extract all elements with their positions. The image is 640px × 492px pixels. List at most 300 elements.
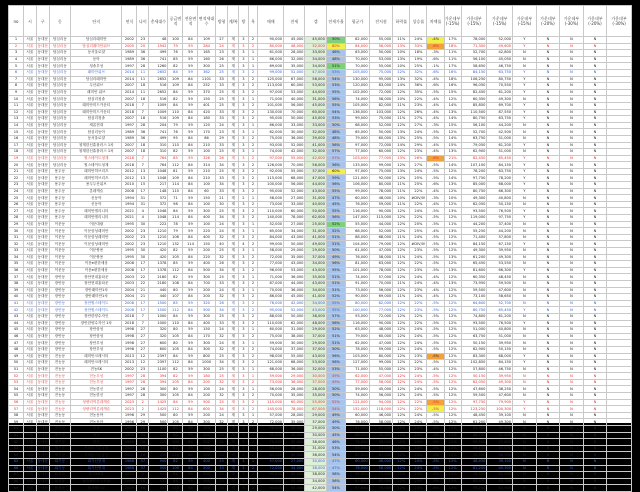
cell-gap[interactable]: 29,000 [305, 412, 326, 419]
cell-jeonse[interactable]: 70,000 [284, 109, 305, 116]
cell-gap[interactable]: 50,000 [305, 208, 326, 215]
cell-empty[interactable] [607, 373, 632, 380]
cell-v3[interactable]: 45,050 [487, 445, 513, 452]
cell-jeonse[interactable]: 45,000 [284, 452, 305, 459]
cell-v4[interactable]: N [513, 122, 537, 129]
cell-fall[interactable]: 13% [393, 155, 410, 162]
cell-bath[interactable]: 1 [248, 63, 258, 70]
cell-sup[interactable]: 84 [168, 472, 183, 479]
cell-ratio[interactable]: 56% [326, 478, 345, 485]
cell-stair[interactable]: 계 [228, 201, 239, 208]
cell-gu[interactable]: 동대문 [37, 274, 48, 279]
cell-sup[interactable]: 82 [168, 366, 183, 373]
cell-dong[interactable]: 용두동 [49, 182, 70, 189]
cell-gap[interactable]: 44,000 [305, 182, 326, 189]
cell-exc[interactable]: 59 [183, 478, 198, 485]
cell-rise[interactable]: 24% [410, 439, 427, 446]
cell-year[interactable]: 2012 [122, 168, 137, 175]
cell-age[interactable]: 29 [137, 412, 149, 419]
cell-rise[interactable]: 23% [410, 452, 427, 459]
cell-diff[interactable]: -5% [427, 373, 444, 380]
cell-gu[interactable]: 동대문 [37, 380, 48, 385]
cell-name[interactable]: 전농우성 [71, 373, 122, 380]
cell-unit2[interactable]: 300 [198, 366, 215, 373]
cell-v2[interactable]: 51,000 [461, 327, 487, 334]
cell-units[interactable]: 320 [149, 327, 168, 334]
cell-type[interactable]: 21 [215, 195, 228, 202]
cell-rise[interactable]: 23% [410, 267, 427, 274]
cell-v6[interactable]: N [560, 485, 584, 492]
cell-stair[interactable]: 계 [228, 419, 239, 426]
cell-room[interactable]: 3 [239, 188, 249, 195]
cell-room[interactable]: 3 [239, 294, 249, 301]
cell-v7[interactable]: N [583, 320, 607, 327]
cell-year[interactable]: 1995 [122, 221, 137, 228]
cell-year[interactable]: 1986 [122, 432, 137, 439]
cell-ratio[interactable]: 51% [326, 241, 345, 248]
cell-exc[interactable]: 59 [183, 399, 198, 406]
cell-v7[interactable]: N [583, 267, 607, 274]
cell-exc[interactable]: 84 [183, 37, 198, 44]
cell-si[interactable]: 서울 [23, 399, 36, 406]
cell-stair[interactable]: 계 [228, 188, 239, 195]
cell-v3[interactable]: 66,300 [487, 267, 513, 274]
cell-name[interactable]: 한신 [71, 432, 122, 439]
cell-empty[interactable] [607, 248, 632, 255]
cell-year[interactable]: 2002 [122, 234, 137, 241]
cell-dong[interactable]: 답십리동 [49, 149, 70, 156]
cell-avg[interactable]: 93,000 [346, 313, 370, 320]
cell-name[interactable]: 답십리래미안 [71, 76, 122, 83]
cell-gap[interactable]: 38,000 [305, 452, 326, 459]
cell-gap[interactable]: 31,000 [305, 195, 326, 202]
cell-v2[interactable]: 56,100 [461, 122, 487, 129]
cell-name[interactable]: 장안삼성 [71, 333, 122, 340]
cell-v2[interactable]: 80,750 [461, 116, 487, 123]
cell-v3[interactable]: 56,950 [487, 452, 513, 459]
cell-ratio[interactable]: 50% [326, 426, 345, 433]
cell-empty[interactable] [607, 69, 632, 76]
cell-sale[interactable]: 92,000 [258, 485, 284, 492]
cell-si[interactable]: 서울 [23, 393, 36, 400]
cell-exc[interactable]: 59 [183, 122, 198, 129]
cell-v6[interactable]: N [560, 201, 584, 208]
cell-v3[interactable]: 39,100 [487, 412, 513, 419]
cell-dong[interactable]: 용두동 [49, 175, 70, 182]
cell-fall[interactable]: 12% [393, 274, 410, 281]
cell-age[interactable]: 28 [137, 386, 149, 393]
cell-room[interactable]: 3 [239, 96, 249, 103]
cell-v3[interactable]: 46,750 [487, 366, 513, 373]
cell-v4[interactable]: N [513, 201, 537, 208]
cell-v3[interactable]: 51,000 [487, 135, 513, 142]
cell-year[interactable]: 1997 [122, 63, 137, 70]
column-header[interactable]: 단지 [71, 6, 122, 37]
cell-v6[interactable]: N [560, 248, 584, 255]
cell-units[interactable]: 1500 [149, 307, 168, 314]
cell-units[interactable]: 2397 [149, 360, 168, 367]
cell-diff[interactable]: -5% [427, 221, 444, 228]
cell-v1[interactable]: 13% [444, 149, 461, 156]
cell-gap[interactable]: 32,000 [305, 129, 326, 136]
cell-rise[interactable]: 33% [410, 43, 427, 50]
cell-avg[interactable]: 88,000 [346, 234, 370, 241]
cell-si[interactable]: 서울 [23, 56, 36, 63]
cell-jeonse[interactable]: 50,000 [284, 313, 305, 320]
cell-v2[interactable]: 48,450 [461, 459, 487, 466]
cell-rise[interactable]: 25% [410, 135, 427, 142]
cell-avg[interactable]: 78,000 [346, 346, 370, 353]
cell-unit2[interactable]: 252 [198, 83, 215, 90]
cell-ratio[interactable]: 55% [326, 188, 345, 195]
cell-unit2[interactable]: 500 [198, 465, 215, 472]
cell-rise[interactable]: 25% [410, 175, 427, 182]
cell-age[interactable]: 31 [137, 201, 149, 208]
cell-name[interactable]: 이문쌍용 [71, 248, 122, 255]
cell-dong[interactable]: 휘경동 [49, 485, 70, 492]
cell-rise[interactable]: 23% [410, 366, 427, 373]
cell-units[interactable]: 764 [149, 162, 168, 169]
cell-rise[interactable]: 23% [410, 472, 427, 479]
cell-rise[interactable]: 24% [410, 379, 427, 386]
cell-sale[interactable]: 74,000 [258, 149, 284, 156]
cell-type[interactable]: 34 [215, 307, 228, 314]
cell-v6[interactable]: N [560, 379, 584, 386]
cell-room[interactable]: 3 [239, 122, 249, 129]
cell-v3[interactable]: 50,150 [487, 201, 513, 208]
cell-low[interactable]: 59,000 [369, 201, 393, 208]
cell-gap[interactable]: 37,000 [305, 333, 326, 340]
cell-ratio[interactable]: 45% [326, 432, 345, 439]
cell-jeonse[interactable]: 28,000 [284, 386, 305, 393]
cell-ratio[interactable]: 51% [326, 63, 345, 70]
cell-ratio[interactable]: 51% [326, 340, 345, 347]
cell-v3[interactable]: 76,500 [487, 208, 513, 215]
cell-exc[interactable]: 59 [183, 102, 198, 109]
cell-rise[interactable]: 19% [410, 56, 427, 63]
cell-empty[interactable] [607, 241, 632, 248]
cell-room[interactable]: 3 [239, 379, 249, 386]
cell-name[interactable]: 장안현대홈타운 [71, 280, 122, 287]
cell-sup[interactable]: 98 [168, 201, 183, 208]
cell-name[interactable]: 래미안엘리니티 [71, 215, 122, 222]
cell-units[interactable]: 204 [149, 122, 168, 129]
cell-no[interactable]: 13 [9, 116, 24, 123]
cell-v5[interactable]: N [536, 37, 560, 44]
cell-gap[interactable]: 45,000 [305, 37, 326, 44]
cell-fall[interactable]: 12% [393, 346, 410, 353]
cell-unit2[interactable]: 150 [198, 327, 215, 334]
cell-gap[interactable]: 29,000 [305, 248, 326, 255]
cell-low[interactable]: 52,000 [369, 228, 393, 235]
cell-rise[interactable]: 32% [410, 69, 427, 76]
cell-bath[interactable]: 2 [248, 439, 258, 446]
cell-room[interactable]: 3 [239, 393, 249, 400]
cell-si[interactable]: 서울 [23, 472, 36, 479]
cell-exc[interactable]: 59 [183, 459, 198, 466]
cell-v7[interactable]: N [583, 221, 607, 228]
cell-stair[interactable]: 계 [228, 346, 239, 353]
cell-empty[interactable] [607, 406, 632, 413]
cell-rise[interactable]: 22% [410, 406, 427, 413]
cell-exc[interactable]: 59 [183, 340, 198, 347]
cell-type[interactable]: 25 [215, 459, 228, 466]
cell-sale[interactable]: 98,000 [258, 353, 284, 360]
cell-diff[interactable]: -4% [427, 287, 444, 294]
cell-exc[interactable]: 84 [183, 439, 198, 446]
cell-stair[interactable]: 계 [228, 294, 239, 301]
cell-avg[interactable]: 74,000 [346, 393, 370, 400]
cell-no[interactable]: 39 [9, 287, 24, 294]
cell-sale[interactable]: 95,000 [258, 188, 284, 195]
cell-v5[interactable]: N [536, 89, 560, 96]
cell-bath[interactable]: 2 [248, 175, 258, 182]
cell-ratio[interactable]: 53% [326, 69, 345, 76]
cell-unit2[interactable]: 150 [198, 241, 215, 248]
cell-fall[interactable]: 12% [393, 300, 410, 307]
cell-gu[interactable]: 동대문 [37, 386, 48, 391]
cell-v4[interactable]: N [513, 50, 537, 57]
cell-name[interactable]: 답십리동아 [71, 129, 122, 136]
cell-rise[interactable]: 24% [410, 393, 427, 400]
cell-year[interactable]: 2018 [122, 109, 137, 116]
cell-rise[interactable]: 24% [410, 419, 427, 426]
cell-unit2[interactable]: 370 [198, 89, 215, 96]
cell-ratio[interactable]: 48% [326, 56, 345, 63]
cell-v4[interactable]: N [513, 300, 537, 307]
cell-dong[interactable]: 장안동 [49, 320, 70, 327]
cell-rise[interactable]: 32% [410, 76, 427, 83]
cell-gu[interactable]: 동대문 [37, 37, 48, 42]
cell-type[interactable]: 24 [215, 386, 228, 393]
cell-avg[interactable]: 60,000 [346, 195, 370, 202]
cell-ratio[interactable]: 56% [326, 142, 345, 149]
cell-type[interactable]: 25 [215, 445, 228, 452]
cell-ratio[interactable]: 57% [326, 149, 345, 156]
cell-rise[interactable]: 18% [410, 50, 427, 57]
column-header[interactable]: 가운데부(-20%) [583, 6, 607, 37]
cell-v3[interactable]: 70,550 [487, 83, 513, 90]
cell-v2[interactable]: 78,000 [461, 37, 487, 44]
cell-v4[interactable]: N [513, 129, 537, 136]
cell-empty[interactable] [607, 294, 632, 301]
cell-gu[interactable]: 동대문 [37, 307, 48, 312]
cell-fall[interactable]: 12% [393, 399, 410, 406]
cell-age[interactable]: 22 [137, 274, 149, 281]
cell-ratio[interactable]: 59% [326, 175, 345, 182]
cell-gu[interactable]: 동대문 [37, 472, 48, 477]
cell-v1[interactable]: 12% [444, 201, 461, 208]
cell-no[interactable]: 25 [9, 195, 24, 202]
cell-sup[interactable]: 78 [168, 221, 183, 228]
cell-gap[interactable]: 58,000 [305, 76, 326, 83]
cell-v7[interactable]: N [583, 96, 607, 103]
cell-si[interactable]: 서울 [23, 155, 36, 162]
cell-stair[interactable]: 계 [228, 69, 239, 76]
cell-rise[interactable]: 23% [410, 353, 427, 360]
cell-fall[interactable]: 12% [393, 465, 410, 472]
cell-low[interactable]: 56,000 [369, 439, 393, 446]
cell-exc[interactable]: 84 [183, 280, 198, 287]
cell-units[interactable]: 500 [149, 412, 168, 419]
cell-v3[interactable]: 52,700 [487, 478, 513, 485]
cell-dong[interactable]: 장안동 [49, 274, 70, 281]
cell-v3[interactable]: 53,550 [487, 261, 513, 268]
cell-empty[interactable] [607, 102, 632, 109]
cell-name[interactable]: 래미안허브리츠 [71, 168, 122, 175]
cell-rise[interactable]: 27% [410, 122, 427, 129]
cell-dong[interactable]: 이문동 [49, 261, 70, 268]
cell-v1[interactable]: 15% [444, 89, 461, 96]
cell-sup[interactable]: 76 [168, 50, 183, 57]
cell-no[interactable]: 3 [9, 50, 24, 57]
cell-ratio[interactable]: 54% [326, 109, 345, 116]
cell-room[interactable]: 3 [239, 373, 249, 380]
cell-gu[interactable]: 동대문 [37, 340, 48, 345]
cell-sale[interactable]: 83,000 [258, 452, 284, 459]
cell-ratio[interactable]: 58% [326, 472, 345, 479]
cell-type[interactable]: 25 [215, 366, 228, 373]
cell-v7[interactable]: N [583, 175, 607, 182]
cell-v1[interactable]: 12% [444, 366, 461, 373]
cell-ratio[interactable]: 53% [326, 445, 345, 452]
cell-v5[interactable]: N [536, 168, 560, 175]
cell-v6[interactable]: N [560, 419, 584, 426]
cell-v2[interactable]: 62,050 [461, 379, 487, 386]
cell-no[interactable]: 4 [9, 56, 24, 63]
cell-rise[interactable]: 26% [410, 155, 427, 162]
cell-bath[interactable]: 1 [248, 274, 258, 281]
cell-empty[interactable] [607, 346, 632, 353]
cell-v6[interactable]: N [560, 386, 584, 393]
cell-avg[interactable]: 79,000 [346, 135, 370, 142]
cell-units[interactable]: 1048 [149, 215, 168, 222]
cell-v2[interactable]: 78,200 [461, 485, 487, 492]
cell-year[interactable]: 1998 [122, 340, 137, 347]
cell-dong[interactable]: 이문동 [49, 267, 70, 274]
cell-avg[interactable]: 73,000 [346, 287, 370, 294]
cell-v6[interactable]: N [560, 294, 584, 301]
cell-diff[interactable]: -6% [427, 43, 444, 50]
cell-empty[interactable] [607, 485, 632, 492]
cell-v6[interactable]: N [560, 56, 584, 63]
cell-stair[interactable]: 계 [228, 162, 239, 169]
cell-dong[interactable]: 전농동 [49, 373, 70, 380]
cell-sup[interactable]: 110 [168, 452, 183, 459]
cell-v2[interactable]: 55,250 [461, 228, 487, 235]
cell-v6[interactable]: N [560, 69, 584, 76]
cell-type[interactable]: 24 [215, 287, 228, 294]
cell-avg[interactable]: 97,000 [346, 485, 370, 492]
cell-v6[interactable]: N [560, 353, 584, 360]
cell-sup[interactable]: 95 [168, 135, 183, 142]
cell-type[interactable]: 25 [215, 149, 228, 156]
cell-v6[interactable]: N [560, 234, 584, 241]
cell-bath[interactable]: 1 [248, 228, 258, 235]
cell-exc[interactable]: 84 [183, 109, 198, 116]
cell-diff[interactable]: -4% [427, 142, 444, 149]
cell-v5[interactable]: N [536, 201, 560, 208]
cell-units[interactable]: 1048 [149, 208, 168, 215]
cell-sup[interactable]: 109 [168, 465, 183, 472]
cell-unit2[interactable]: 400 [198, 459, 215, 466]
cell-name[interactable]: 전농한신 [71, 386, 122, 393]
cell-dong[interactable]: 용두동 [49, 201, 70, 208]
cell-ratio[interactable]: 51% [326, 280, 345, 287]
cell-type[interactable]: 25 [215, 63, 228, 70]
cell-v2[interactable]: 85,000 [461, 182, 487, 189]
cell-bath[interactable]: 2 [248, 182, 258, 189]
cell-age[interactable]: 5 [137, 472, 149, 479]
cell-fall[interactable]: 13% [393, 129, 410, 136]
cell-avg[interactable]: 76,000 [346, 201, 370, 208]
cell-units[interactable]: 217 [149, 182, 168, 189]
cell-si[interactable]: 서울 [23, 300, 36, 307]
cell-stair[interactable]: 계 [228, 248, 239, 255]
cell-v5[interactable]: N [536, 215, 560, 222]
cell-diff[interactable]: -5% [427, 241, 444, 248]
cell-sale[interactable]: 80,000 [258, 43, 284, 50]
cell-sup[interactable]: 112 [168, 307, 183, 314]
cell-stair[interactable]: 계 [228, 300, 239, 307]
cell-stair[interactable]: 계 [228, 274, 239, 281]
cell-v5[interactable]: N [536, 459, 560, 466]
cell-sale[interactable]: 70,000 [258, 393, 284, 400]
cell-units[interactable]: 1500 [149, 300, 168, 307]
column-header[interactable]: 가운데부(-15%) [513, 6, 537, 37]
cell-stair[interactable]: 계 [228, 406, 239, 413]
cell-stair[interactable]: 계 [228, 208, 239, 215]
cell-unit2[interactable]: 109 [198, 37, 215, 44]
cell-sale[interactable]: 73,000 [258, 201, 284, 208]
cell-v4[interactable]: Y [513, 162, 537, 169]
cell-type[interactable]: 34 [215, 162, 228, 169]
cell-empty[interactable] [607, 261, 632, 268]
cell-sale[interactable]: 66,000 [258, 56, 284, 63]
cell-unit2[interactable]: 200 [198, 294, 215, 301]
cell-name[interactable]: 장안한양수자인 1차 [71, 320, 122, 327]
cell-v2[interactable]: 97,750 [461, 175, 487, 182]
cell-year[interactable]: 1986 [122, 439, 137, 446]
cell-gu[interactable]: 동대문 [37, 76, 48, 81]
cell-v5[interactable]: N [536, 287, 560, 294]
cell-no[interactable]: 22 [9, 175, 24, 182]
cell-v1[interactable]: 12% [444, 379, 461, 386]
cell-ratio[interactable]: 49% [326, 419, 345, 426]
cell-v7[interactable]: N [583, 478, 607, 485]
cell-empty[interactable] [607, 478, 632, 485]
cell-sale[interactable]: 95,000 [258, 307, 284, 314]
cell-year[interactable]: 2007 [122, 83, 137, 90]
cell-stair[interactable]: 계 [228, 142, 239, 149]
cell-v4[interactable]: Y [513, 155, 537, 162]
cell-no[interactable]: 58 [9, 412, 24, 419]
cell-room[interactable]: 3 [239, 274, 249, 281]
cell-room[interactable]: 3 [239, 419, 249, 426]
column-header[interactable]: 매매 [258, 6, 284, 37]
cell-v2[interactable]: 96,050 [461, 83, 487, 90]
cell-v3[interactable]: 79,900 [487, 399, 513, 406]
cell-stair[interactable]: 계 [228, 96, 239, 103]
cell-gu[interactable]: 동대문 [37, 96, 48, 101]
cell-rise[interactable]: 23% [410, 248, 427, 255]
cell-fall[interactable]: 11% [393, 234, 410, 241]
cell-diff[interactable]: -5% [427, 340, 444, 347]
cell-v7[interactable]: N [583, 379, 607, 386]
cell-no[interactable]: 6 [9, 69, 24, 76]
cell-bath[interactable]: 1 [248, 366, 258, 373]
cell-dong[interactable]: 답십리동 [49, 37, 70, 44]
